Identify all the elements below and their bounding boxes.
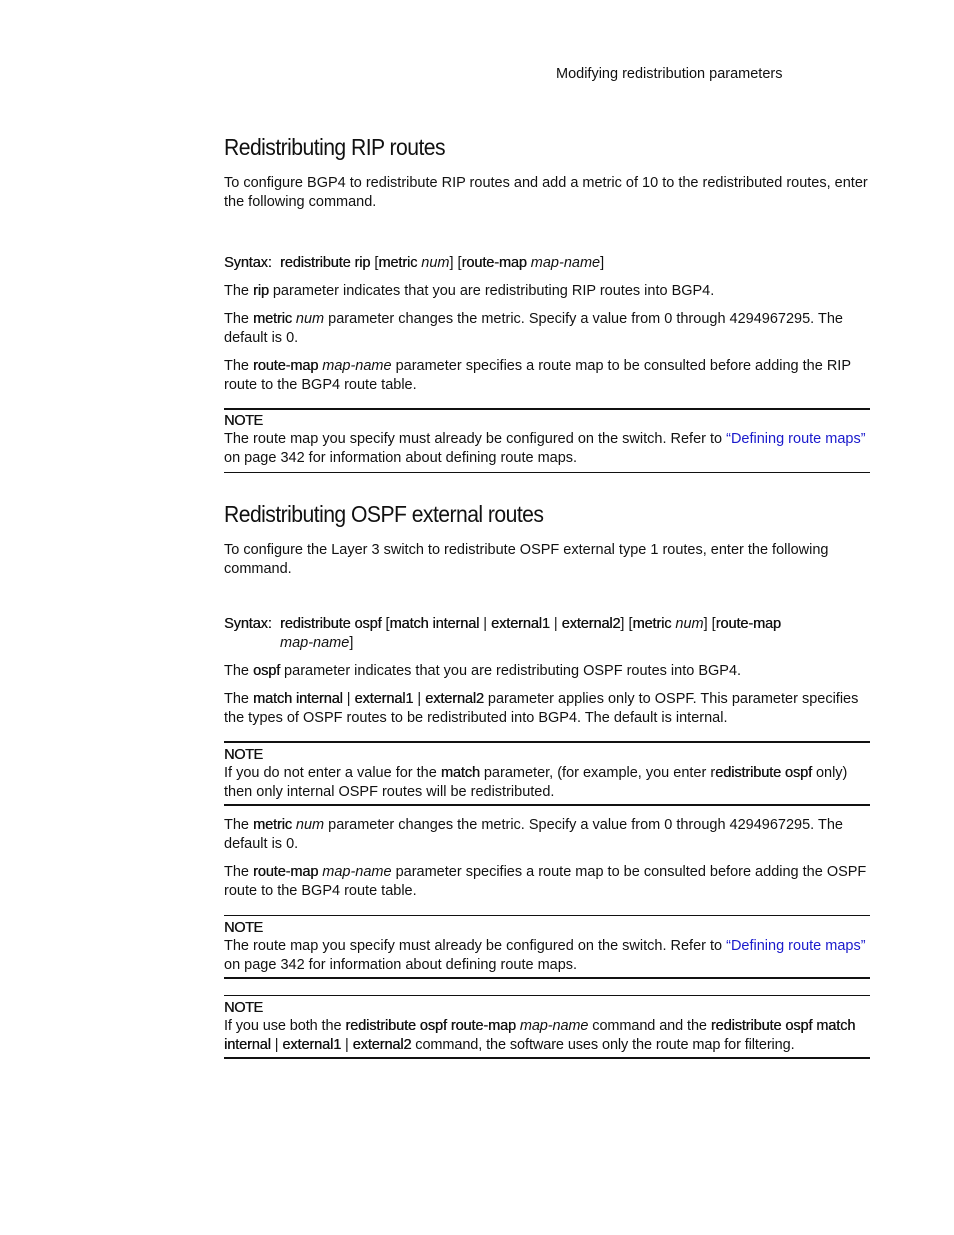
syntax-keyword: external1 xyxy=(491,616,550,632)
ospf-intro-paragraph: To configure the Layer 3 switch to redistribute OSPF external type 1 routes, enter the following command. xyxy=(224,542,829,577)
inline-keyword: route-map xyxy=(253,358,319,374)
section-title: Redistributing OSPF external routes xyxy=(224,501,544,527)
syntax-keyword: match internal xyxy=(389,616,480,632)
syntax-command: redistribute rip xyxy=(280,255,371,271)
bracket: [ xyxy=(385,616,390,632)
rip-routemap-paragraph: The route-map map-name parameter specifies a route map to be consulted before adding the RIP route to the BGP4 route table. xyxy=(224,358,851,393)
syntax-label: Syntax: xyxy=(224,616,272,632)
inline-keyword: external1 xyxy=(282,1036,342,1053)
inline-keyword: redistribute ospf route-map xyxy=(345,1018,516,1034)
inline-argument: num xyxy=(295,817,325,833)
inline-argument: num xyxy=(295,311,325,327)
note-top-rule xyxy=(224,741,870,743)
running-header: Modifying redistribution parameters xyxy=(556,66,783,82)
note-label: NOTE xyxy=(224,920,263,936)
section-heading-ospf xyxy=(224,500,571,528)
inline-argument: map-name xyxy=(322,358,392,374)
ospf-routemap-paragraph: The route-map map-name parameter specifies a route map to be consulted before adding the OSPF route to the BGP4 route table. xyxy=(224,864,867,899)
inline-keyword: match xyxy=(440,765,480,781)
rip-param-paragraph: The rip parameter indicates that you are redistributing RIP routes into BGP4. xyxy=(224,283,715,299)
inline-keyword: match internal xyxy=(253,691,343,707)
syntax-label: Syntax: xyxy=(224,255,272,271)
note-bottom-rule xyxy=(224,1057,870,1059)
bracket: ] xyxy=(600,255,605,271)
syntax-keyword: route-map xyxy=(461,255,527,271)
ospf-match-paragraph: The match internal | external1 | external2 parameter applies only to OSPF. This parameter specifies the types of OSPF routes to be redistributed into BGP4. The default is internal. xyxy=(224,691,859,726)
inline-keyword: metric xyxy=(253,817,292,833)
syntax-keyword: route-map xyxy=(715,616,781,632)
inline-keyword: ospf xyxy=(253,663,281,679)
ospf-match-note-text: If you do not enter a value for the match parameter, (for example, you enter redistribute ospf only) then only internal OSPF routes will be redistributed. xyxy=(224,765,848,800)
syntax-argument: map-name xyxy=(280,634,350,651)
inline-keyword: external1 xyxy=(354,691,414,707)
ospf-syntax-line xyxy=(224,615,870,652)
syntax-argument: num xyxy=(675,616,704,632)
note-label: NOTE xyxy=(224,413,263,429)
ospf-both-note-text: If you use both the redistribute ospf route-map map-name command and the redistribute ospf match internal | external1 | external2 command, the software uses only the route map for filtering. xyxy=(224,1018,856,1053)
inline-keyword: redistribute ospf match internal xyxy=(224,1018,856,1053)
cross-reference-link[interactable]: “Defining route maps” xyxy=(726,938,866,954)
note-top-rule xyxy=(224,995,870,996)
bracket: ] [ xyxy=(449,255,462,271)
pipe: | xyxy=(483,616,488,632)
note-label: NOTE xyxy=(224,747,263,763)
note-label: NOTE xyxy=(224,1000,263,1016)
inline-keyword: external2 xyxy=(425,691,484,707)
note-bottom-rule xyxy=(224,472,870,473)
inline-argument: map-name xyxy=(322,864,392,880)
inline-argument: map-name xyxy=(519,1018,589,1034)
syntax-argument: map-name xyxy=(530,255,601,271)
section-title: Redistributing RIP routes xyxy=(224,134,446,160)
syntax-keyword: metric xyxy=(632,616,672,632)
bracket: ] xyxy=(349,634,354,651)
bracket: [ xyxy=(374,255,379,271)
rip-intro-paragraph: To configure BGP4 to redistribute RIP routes and add a metric of 10 to the redistributed routes, enter the following command. xyxy=(224,175,868,210)
note-bottom-rule xyxy=(224,977,870,979)
cross-reference-link[interactable]: “Defining route maps” xyxy=(726,431,866,447)
bracket: ] [ xyxy=(620,616,633,632)
pipe: | xyxy=(553,616,558,632)
note-top-rule xyxy=(224,408,870,410)
inline-keyword: edistribute ospf xyxy=(715,765,812,781)
syntax-keyword: external2 xyxy=(561,616,621,632)
rip-note-text: The route map you specify must already be configured on the switch. Refer to “Defining route maps” on page 342 for information about defining route maps. xyxy=(224,431,866,466)
inline-keyword: rip xyxy=(253,283,269,299)
ospf-metric-paragraph: The metric num parameter changes the metric. Specify a value from 0 through 4294967295. The default is 0. xyxy=(224,817,843,852)
syntax-keyword: metric xyxy=(378,255,418,271)
section-heading-rip xyxy=(224,133,464,161)
syntax-argument: num xyxy=(421,255,450,271)
ospf-routemap-note-text: The route map you specify must already be configured on the switch. Refer to “Defining route maps” on page 342 for information about defining route maps. xyxy=(224,938,866,973)
inline-keyword: metric xyxy=(253,311,292,327)
inline-keyword: route-map xyxy=(253,864,319,880)
syntax-command: redistribute ospf xyxy=(280,616,382,632)
rip-syntax-line xyxy=(224,254,870,273)
rip-metric-paragraph: The metric num parameter changes the metric. Specify a value from 0 through 4294967295. The default is 0. xyxy=(224,311,843,346)
inline-keyword: external2 xyxy=(352,1036,412,1053)
note-top-rule xyxy=(224,915,870,916)
note-bottom-rule xyxy=(224,804,870,806)
ospf-param-paragraph: The ospf parameter indicates that you are redistributing OSPF routes into BGP4. xyxy=(224,663,742,679)
bracket: ] [ xyxy=(703,616,716,632)
